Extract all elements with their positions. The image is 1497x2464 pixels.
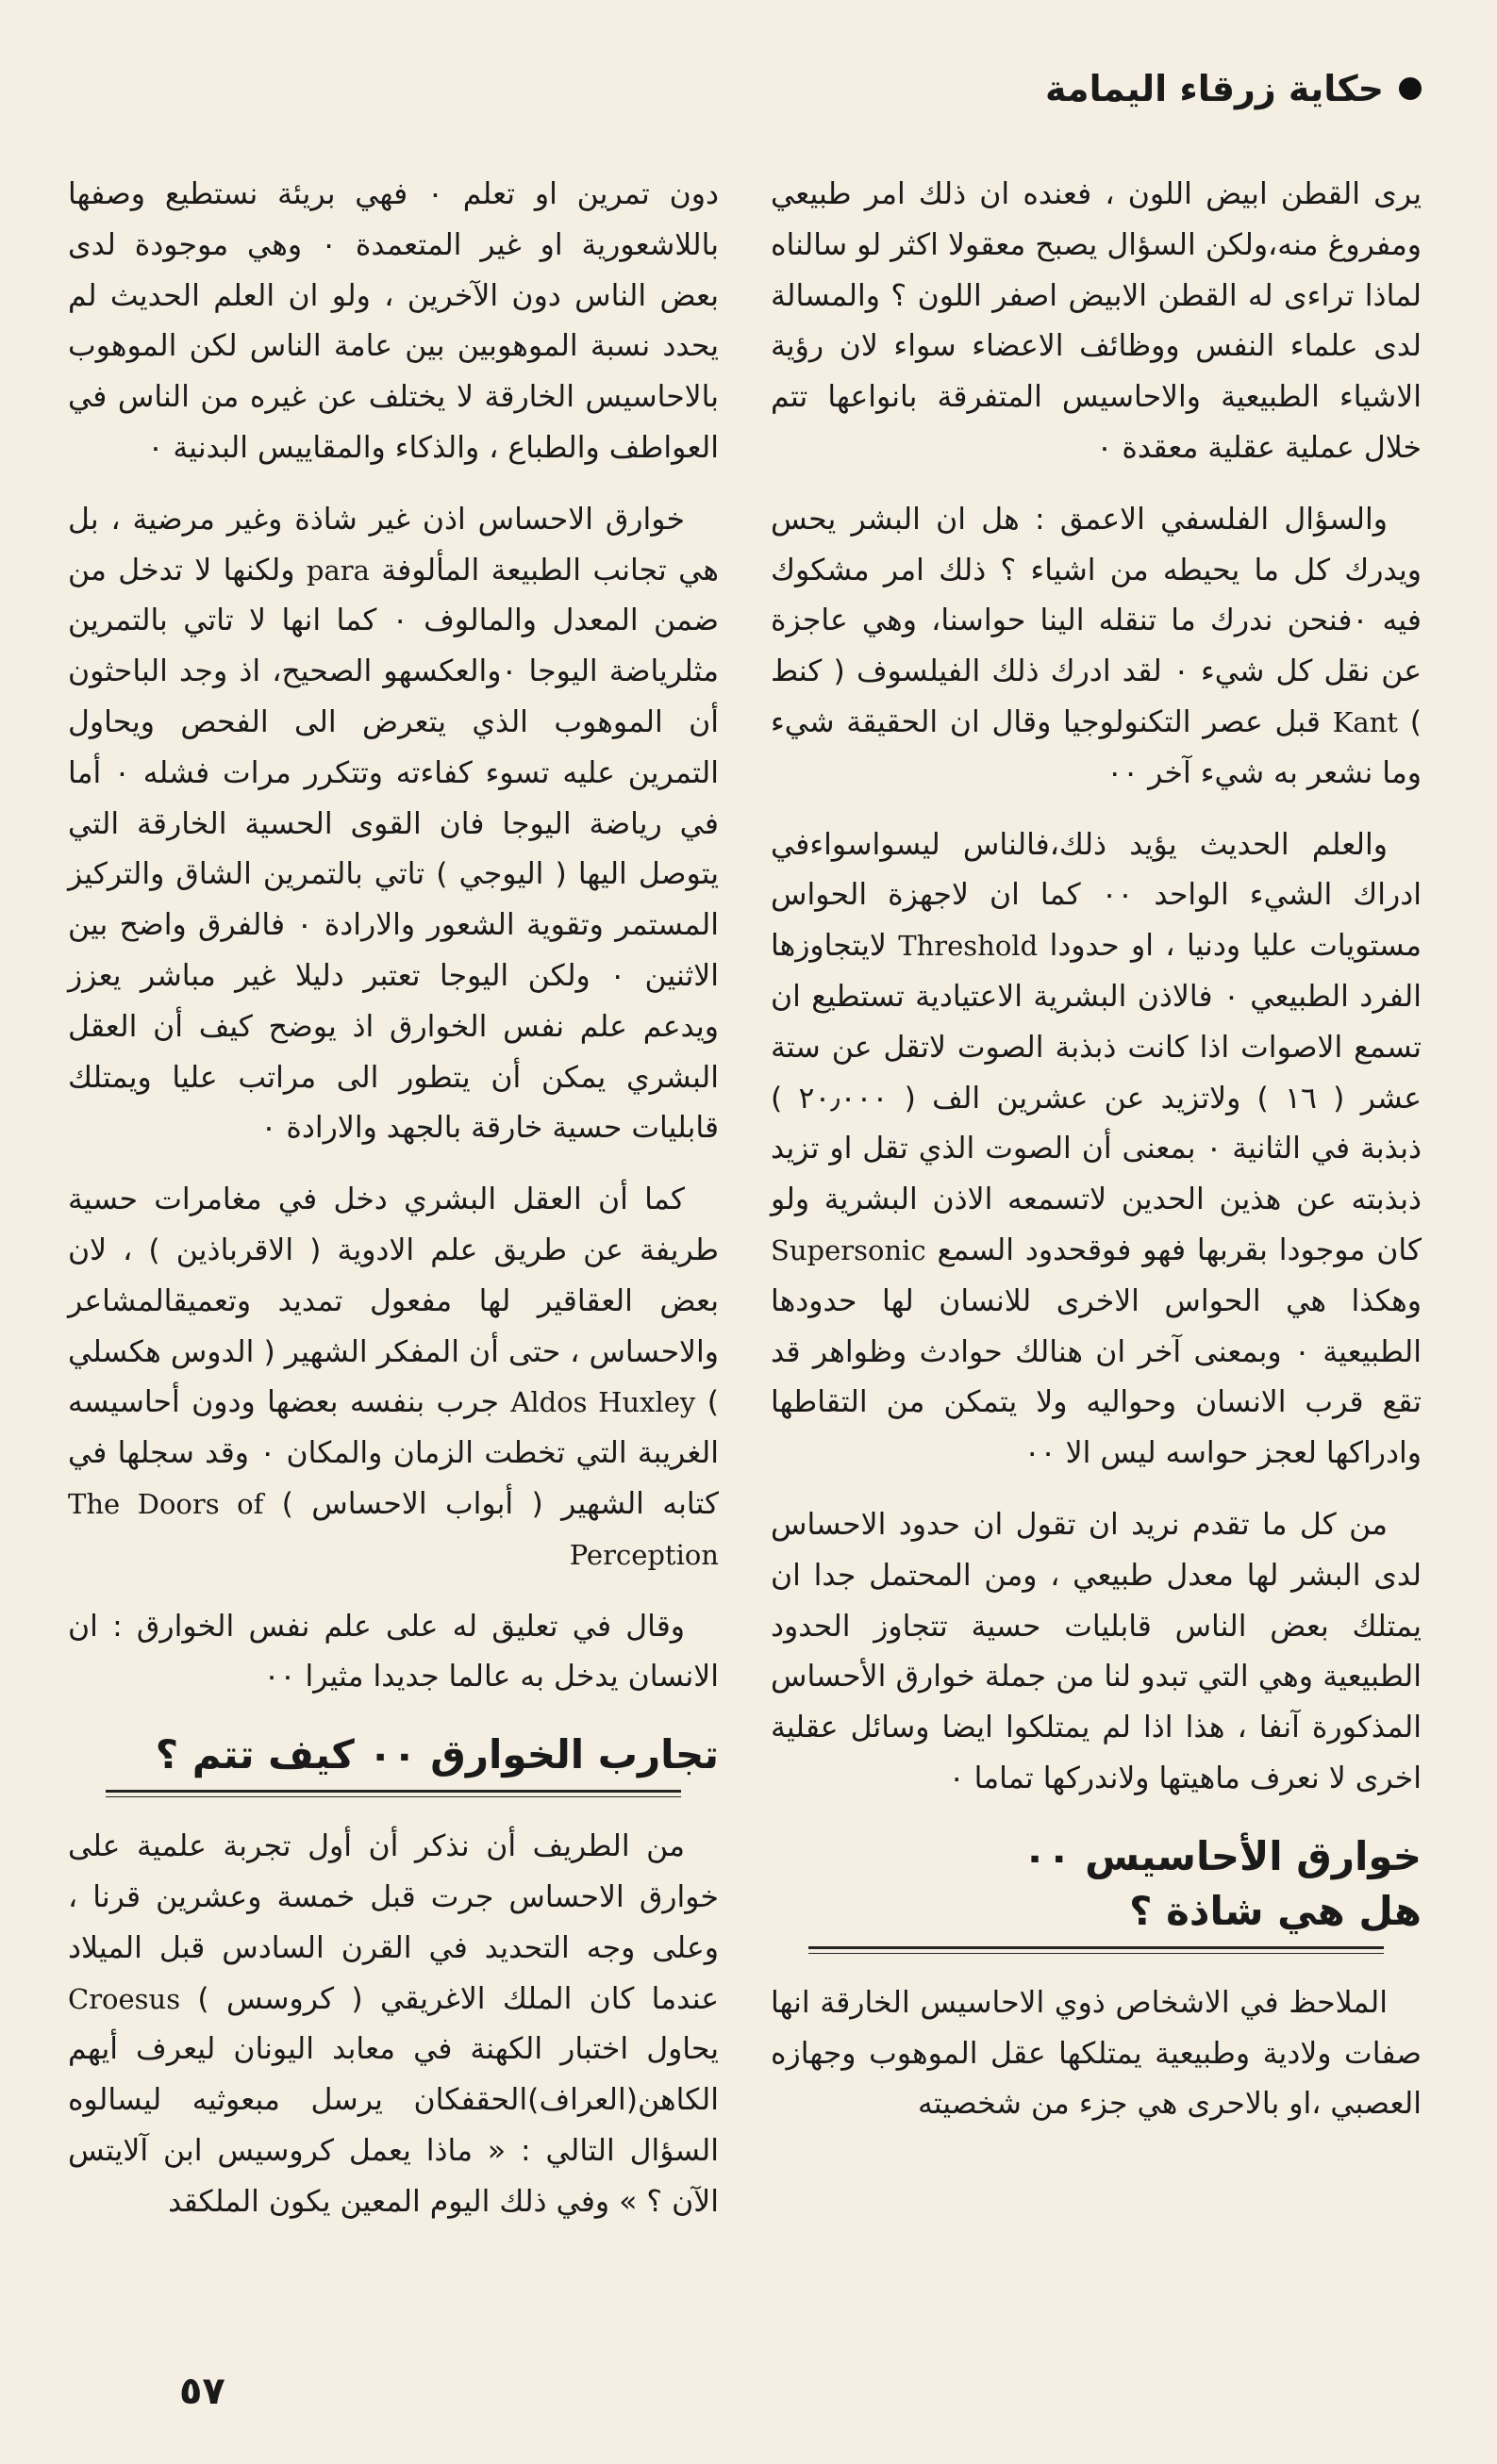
latin-term: para xyxy=(306,554,370,587)
heading-rule xyxy=(808,1946,1384,1954)
text-run: لايتجاوزها الفرد الطبيعي ٠ فالاذن البشرية الاعتيادية تستطيع ان تسمع الاصوات اذا كانت ذبذبة الصوت لاتقل عن ستة عشر ( ١٦ ) ولاتزيد عن عشرين الف ( ٢٠٫٠٠٠ ) ذبذبة في الثانية ٠ بمعنى أن الصوت الذي تقل او تزيد ذبذبته عن هذين الحدين لاتسمعه الاذن البشرية ولو كان موجودا بقربها فهو فوقحدود السمع xyxy=(771,929,1422,1267)
paragraph xyxy=(771,820,1422,1480)
text-run: كما أن العقل البشري دخل في مغامرات حسية طريفة عن طريق علم الادوية ( الاقرباذين ) ، لان بعض العقاقير لها مفعول تمديد وتعميقالمشاعر والاحساس ، حتى أن المفكر الشهير ( الدوس هكسلي ) xyxy=(68,1182,719,1420)
latin-term: Croesus xyxy=(68,1982,181,2015)
latin-term: Kant xyxy=(1332,705,1398,738)
latin-term: Supersonic xyxy=(771,1233,926,1266)
page-number: ٥٧ xyxy=(179,2370,225,2413)
text-run: من الطريف أن نذكر أن أول تجربة علمية على خوارق الاحساس جرت قبل خمسة وعشرين قرنا ، وعلى وجه التحديد في القرن السادس قبل الميلاد عندما كان الملك الاغريقي ( كروسس ) xyxy=(68,1829,719,2016)
text-run: ولكنها لا تدخل من ضمن المعدل والمالوف ٠ كما انها لا تاتي بالتمرين مثلرياضة اليوجا ٠والعكسهو الصحيح، اذ وجد الباحثون أن الموهوب الذي يتعرض الى الفحص ويحاول التمرين عليه تسوء كفاءته وتتكرر مرات فشله ٠ أما في رياضة اليوجا فان القوى الحسية الخارقة التي يتوصل اليها ( اليوجي ) تاتي بالتمرين الشاق والتركيز المستمر وتقوية الشعور والارادة ٠ فالفرق واضح بين الاثنين ٠ ولكن اليوجا تعتبر دليلا غير مباشر يعزز ويدعم علم نفس الخوارق اذ يوضح كيف أن العقل البشري يمكن أن يتطور الى مراتب عليا ويمتلك قابليات حسية خارقة بالجهد والارادة ٠ xyxy=(68,553,719,1146)
running-header xyxy=(1045,68,1422,109)
text-run: والسؤال الفلسفي الاعمق : هل ان البشر يحس ويدرك كل ما يحيطه من اشياء ؟ ذلك امر مشكوك فيه ٠فنحن ندرك ما تنقله الينا حواسنا، وهي عاجزة عن نقل كل شيء ٠ لقد ادرك ذلك الفيلسوف ( كنط ) xyxy=(771,502,1422,739)
section-heading-line: خوارق الأحاسيس ٠٠ xyxy=(1023,1832,1422,1879)
text-run: وهكذا هي الحواس الاخرى للانسان لها حدودها الطبيعية ٠ وبمعنى آخر ان هنالك حوادث وظواهر قد تقع قرب الانسان وحواليه ولا يتمكن من التقاطها وادراكها لعجز حواسه ليس الا ٠٠ xyxy=(771,1283,1422,1471)
text-run: يحاول اختبار الكهنة في معابد اليونان ليعرف أيهم الكاهن(العراف)الحقفكان يرسل مبعوثيه ليسالوه السؤال التالي : « ماذا يعمل كروسيس ابن آلايتس الآن ؟ » وفي ذلك اليوم المعين يكون الملكقد xyxy=(68,2032,719,2219)
paragraph xyxy=(68,495,719,1154)
paragraph xyxy=(771,495,1422,800)
latin-term: Threshold xyxy=(898,930,1039,963)
text-run: جرب بنفسه بعضها ودون أحاسيسه الغريبة التي تخطت الزمان والمكان ٠ وقد سجلها في كتابه الشهير ( أبواب الاحساس ) xyxy=(68,1385,719,1521)
section-heading: تجارب الخوارق ٠٠ كيف تتم ؟ xyxy=(155,1731,719,1778)
paragraph: الملاحظ في الاشخاص ذوي الاحاسيس الخارقة انها صفات ولادية وطبيعية يمتلكها عقل الموهوب وجهازه العصبي ،او بالاحرى هي جزء من شخصيته xyxy=(771,1985,1422,2122)
paragraph: دون تمرين او تعلم ٠ فهي بريئة نستطيع وصفها باللاشعورية او غير المتعمدة ٠ وهي موجودة لدى بعض الناس دون الآخرين ، ولو ان العلم الحديث لم يحدد نسبة الموهوبين بين عامة الناس لكن الموهوب بالاحاسيس الخارقة لا يختلف عن غيره من الناس في العواطف والطباع ، والذكاء والمقاييس البدنية ٠ xyxy=(68,177,719,465)
section-heading-line: هل هي شاذة ؟ xyxy=(1129,1887,1422,1934)
paragraph xyxy=(68,1822,719,2227)
paragraph xyxy=(68,1175,719,1580)
latin-term: The Doors of Perception xyxy=(68,1487,719,1571)
bullet-icon xyxy=(1399,77,1422,100)
latin-term: Aldos Huxley xyxy=(510,1386,696,1419)
text-run: قبل عصر التكنولوجيا وقال ان الحقيقة شيء وما نشعر به شيء آخر ٠٠ xyxy=(771,704,1422,790)
text-run: خوارق الاحساس اذن غير شاذة وغير مرضية ، بل هي تجانب الطبيعة المألوفة xyxy=(68,502,720,587)
paragraph: يرى القطن ابيض اللون ، فعنده ان ذلك امر طبيعي ومفروغ منه،ولكن السؤال يصبح معقولا اكثر لو سالناه لماذا تراءى له القطن الابيض اصفر اللون ؟ والمسالة لدى علماء النفس ووظائف الاعضاء سواء لان رؤية الاشياء الطبيعية والاحاسيس المتفرقة بانواعها تتم خلال عملية عقلية معقدة ٠ xyxy=(771,177,1422,465)
section-heading xyxy=(771,1829,1422,1939)
paragraph: من كل ما تقدم نريد ان تقول ان حدود الاحساس لدى البشر لها معدل طبيعي ، ومن المحتمل جدا ان يمتلك بعض الناس قابليات حسية تتجاوز الحدود الطبيعية وهي التي تبدو لنا من جملة خوارق الأحساس المذكورة آنفا ، هذا اذا لم يمتلكوا ايضا وسائل عقلية اخرى لا نعرف ماهيتها ولاندركها تماما ٠ xyxy=(771,1507,1422,1795)
right-column xyxy=(771,170,1422,2151)
left-column xyxy=(68,170,719,2248)
text-run: والعلم الحديث يؤيد ذلك،فالناس ليسواسواءفي ادراك الشيء الواحد ٠٠ كما ان لاجهزة الحواس مستويات عليا ودنيا ، او حدودا xyxy=(771,827,1422,964)
heading-rule xyxy=(106,1790,681,1797)
running-title: حكاية زرقاء اليمامة xyxy=(1045,68,1384,109)
paragraph: وقال في تعليق له على علم نفس الخوارق : ان الانسان يدخل به عالما جديدا مثيرا ٠٠ xyxy=(68,1609,719,1695)
